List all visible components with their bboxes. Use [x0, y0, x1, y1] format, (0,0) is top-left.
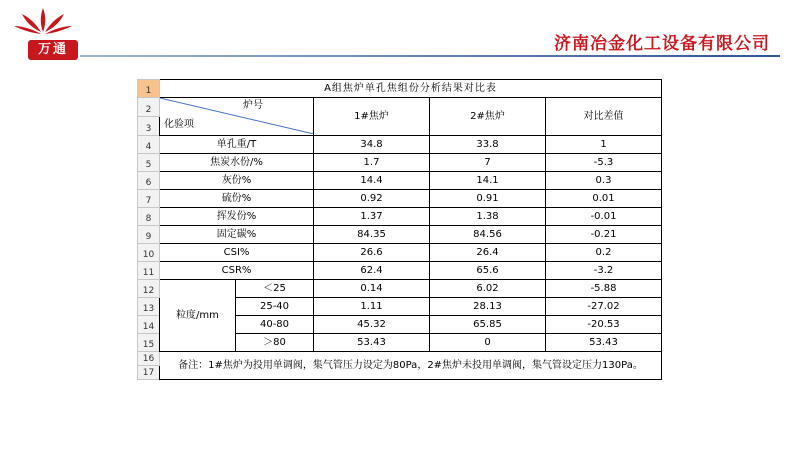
row-number[interactable]: 11 — [138, 262, 160, 280]
header-furnace-1[interactable]: 1#焦炉 — [314, 98, 430, 136]
value-furnace-2[interactable]: 0.91 — [430, 190, 546, 208]
value-difference[interactable]: 0.3 — [546, 172, 662, 190]
value-difference[interactable]: 1 — [546, 136, 662, 154]
row-number[interactable]: 7 — [138, 190, 160, 208]
value-furnace-1[interactable]: 62.4 — [314, 262, 430, 280]
value-furnace-1[interactable]: 1.11 — [314, 298, 430, 316]
value-furnace-2[interactable]: 7 — [430, 154, 546, 172]
row-number[interactable]: 6 — [138, 172, 160, 190]
item-label[interactable]: 固定碳% — [160, 226, 314, 244]
value-furnace-1[interactable]: 1.37 — [314, 208, 430, 226]
spreadsheet — [137, 79, 662, 380]
value-furnace-2[interactable]: 65.6 — [430, 262, 546, 280]
granularity-range[interactable]: 40-80 — [236, 316, 314, 334]
row-number[interactable]: 9 — [138, 226, 160, 244]
granularity-label[interactable]: 粒度/mm — [160, 280, 236, 352]
value-furnace-2[interactable]: 0 — [430, 334, 546, 352]
value-difference[interactable]: -0.01 — [546, 208, 662, 226]
row-number[interactable]: 2 — [138, 98, 160, 117]
value-furnace-1[interactable]: 0.92 — [314, 190, 430, 208]
item-label[interactable]: 挥发份% — [160, 208, 314, 226]
table-row — [138, 226, 662, 244]
row-number[interactable]: 17 — [138, 366, 160, 380]
item-label[interactable]: 硫份% — [160, 190, 314, 208]
table-row — [138, 172, 662, 190]
table-row — [138, 352, 662, 366]
value-furnace-2[interactable]: 28.13 — [430, 298, 546, 316]
header-furnace-2[interactable]: 2#焦炉 — [430, 98, 546, 136]
logo-text: 万通 — [28, 40, 78, 60]
row-number[interactable]: 12 — [138, 280, 160, 298]
row-number[interactable]: 4 — [138, 136, 160, 154]
table-row — [138, 80, 662, 98]
item-label[interactable]: CSR% — [160, 262, 314, 280]
header-divider — [80, 55, 780, 57]
table-row — [138, 244, 662, 262]
value-difference[interactable]: -20.53 — [546, 316, 662, 334]
table-row — [138, 154, 662, 172]
company-logo — [10, 6, 76, 58]
item-label[interactable]: 焦炭水份/% — [160, 154, 314, 172]
value-difference[interactable]: -3.2 — [546, 262, 662, 280]
row-number[interactable]: 3 — [138, 117, 160, 136]
granularity-range[interactable]: ＞80 — [236, 334, 314, 352]
table-row — [138, 280, 662, 298]
comparison-table — [137, 79, 662, 380]
value-furnace-2[interactable]: 14.1 — [430, 172, 546, 190]
company-name: 济南冶金化工设备有限公司 — [554, 34, 770, 54]
row-number[interactable]: 1 — [138, 80, 160, 98]
value-furnace-1[interactable]: 26.6 — [314, 244, 430, 262]
row-number[interactable]: 8 — [138, 208, 160, 226]
value-furnace-2[interactable]: 33.8 — [430, 136, 546, 154]
row-number[interactable]: 16 — [138, 352, 160, 366]
row-number[interactable]: 13 — [138, 298, 160, 316]
table-title[interactable]: A组焦炉单孔焦组份分析结果对比表 — [160, 80, 662, 98]
value-furnace-2[interactable]: 26.4 — [430, 244, 546, 262]
note-cell[interactable]: 备注：1#焦炉为投用单调阀，集气管压力设定为80Pa，2#焦炉未投用单调阀，集气管设定压力130Pa。 — [160, 352, 662, 380]
value-furnace-2[interactable]: 65.85 — [430, 316, 546, 334]
item-label[interactable]: CSI% — [160, 244, 314, 262]
value-furnace-1[interactable]: 53.43 — [314, 334, 430, 352]
value-difference[interactable]: -0.21 — [546, 226, 662, 244]
value-difference[interactable]: 53.43 — [546, 334, 662, 352]
value-furnace-1[interactable]: 34.8 — [314, 136, 430, 154]
row-number[interactable]: 15 — [138, 334, 160, 352]
value-furnace-2[interactable]: 84.56 — [430, 226, 546, 244]
row-number[interactable]: 14 — [138, 316, 160, 334]
granularity-range[interactable]: 25-40 — [236, 298, 314, 316]
value-furnace-1[interactable]: 14.4 — [314, 172, 430, 190]
header-furnace-label: 炉号 — [243, 100, 263, 111]
value-furnace-1[interactable]: 84.35 — [314, 226, 430, 244]
table-row — [138, 98, 662, 117]
table-row — [138, 136, 662, 154]
item-label[interactable]: 灰份% — [160, 172, 314, 190]
value-difference[interactable]: -5.88 — [546, 280, 662, 298]
header-test-item-label: 化验项 — [164, 119, 194, 130]
table-row — [138, 190, 662, 208]
table-row — [138, 262, 662, 280]
row-number[interactable]: 5 — [138, 154, 160, 172]
header-difference[interactable]: 对比差值 — [546, 98, 662, 136]
value-furnace-2[interactable]: 1.38 — [430, 208, 546, 226]
granularity-range[interactable]: ＜25 — [236, 280, 314, 298]
value-furnace-2[interactable]: 6.02 — [430, 280, 546, 298]
value-furnace-1[interactable]: 0.14 — [314, 280, 430, 298]
value-difference[interactable]: -5.3 — [546, 154, 662, 172]
value-difference[interactable]: 0.01 — [546, 190, 662, 208]
value-difference[interactable]: -27.02 — [546, 298, 662, 316]
value-furnace-1[interactable]: 45.32 — [314, 316, 430, 334]
table-row — [138, 208, 662, 226]
row-number[interactable]: 10 — [138, 244, 160, 262]
header-diagonal-cell[interactable] — [160, 98, 314, 136]
item-label[interactable]: 单孔重/T — [160, 136, 314, 154]
value-furnace-1[interactable]: 1.7 — [314, 154, 430, 172]
value-difference[interactable]: 0.2 — [546, 244, 662, 262]
